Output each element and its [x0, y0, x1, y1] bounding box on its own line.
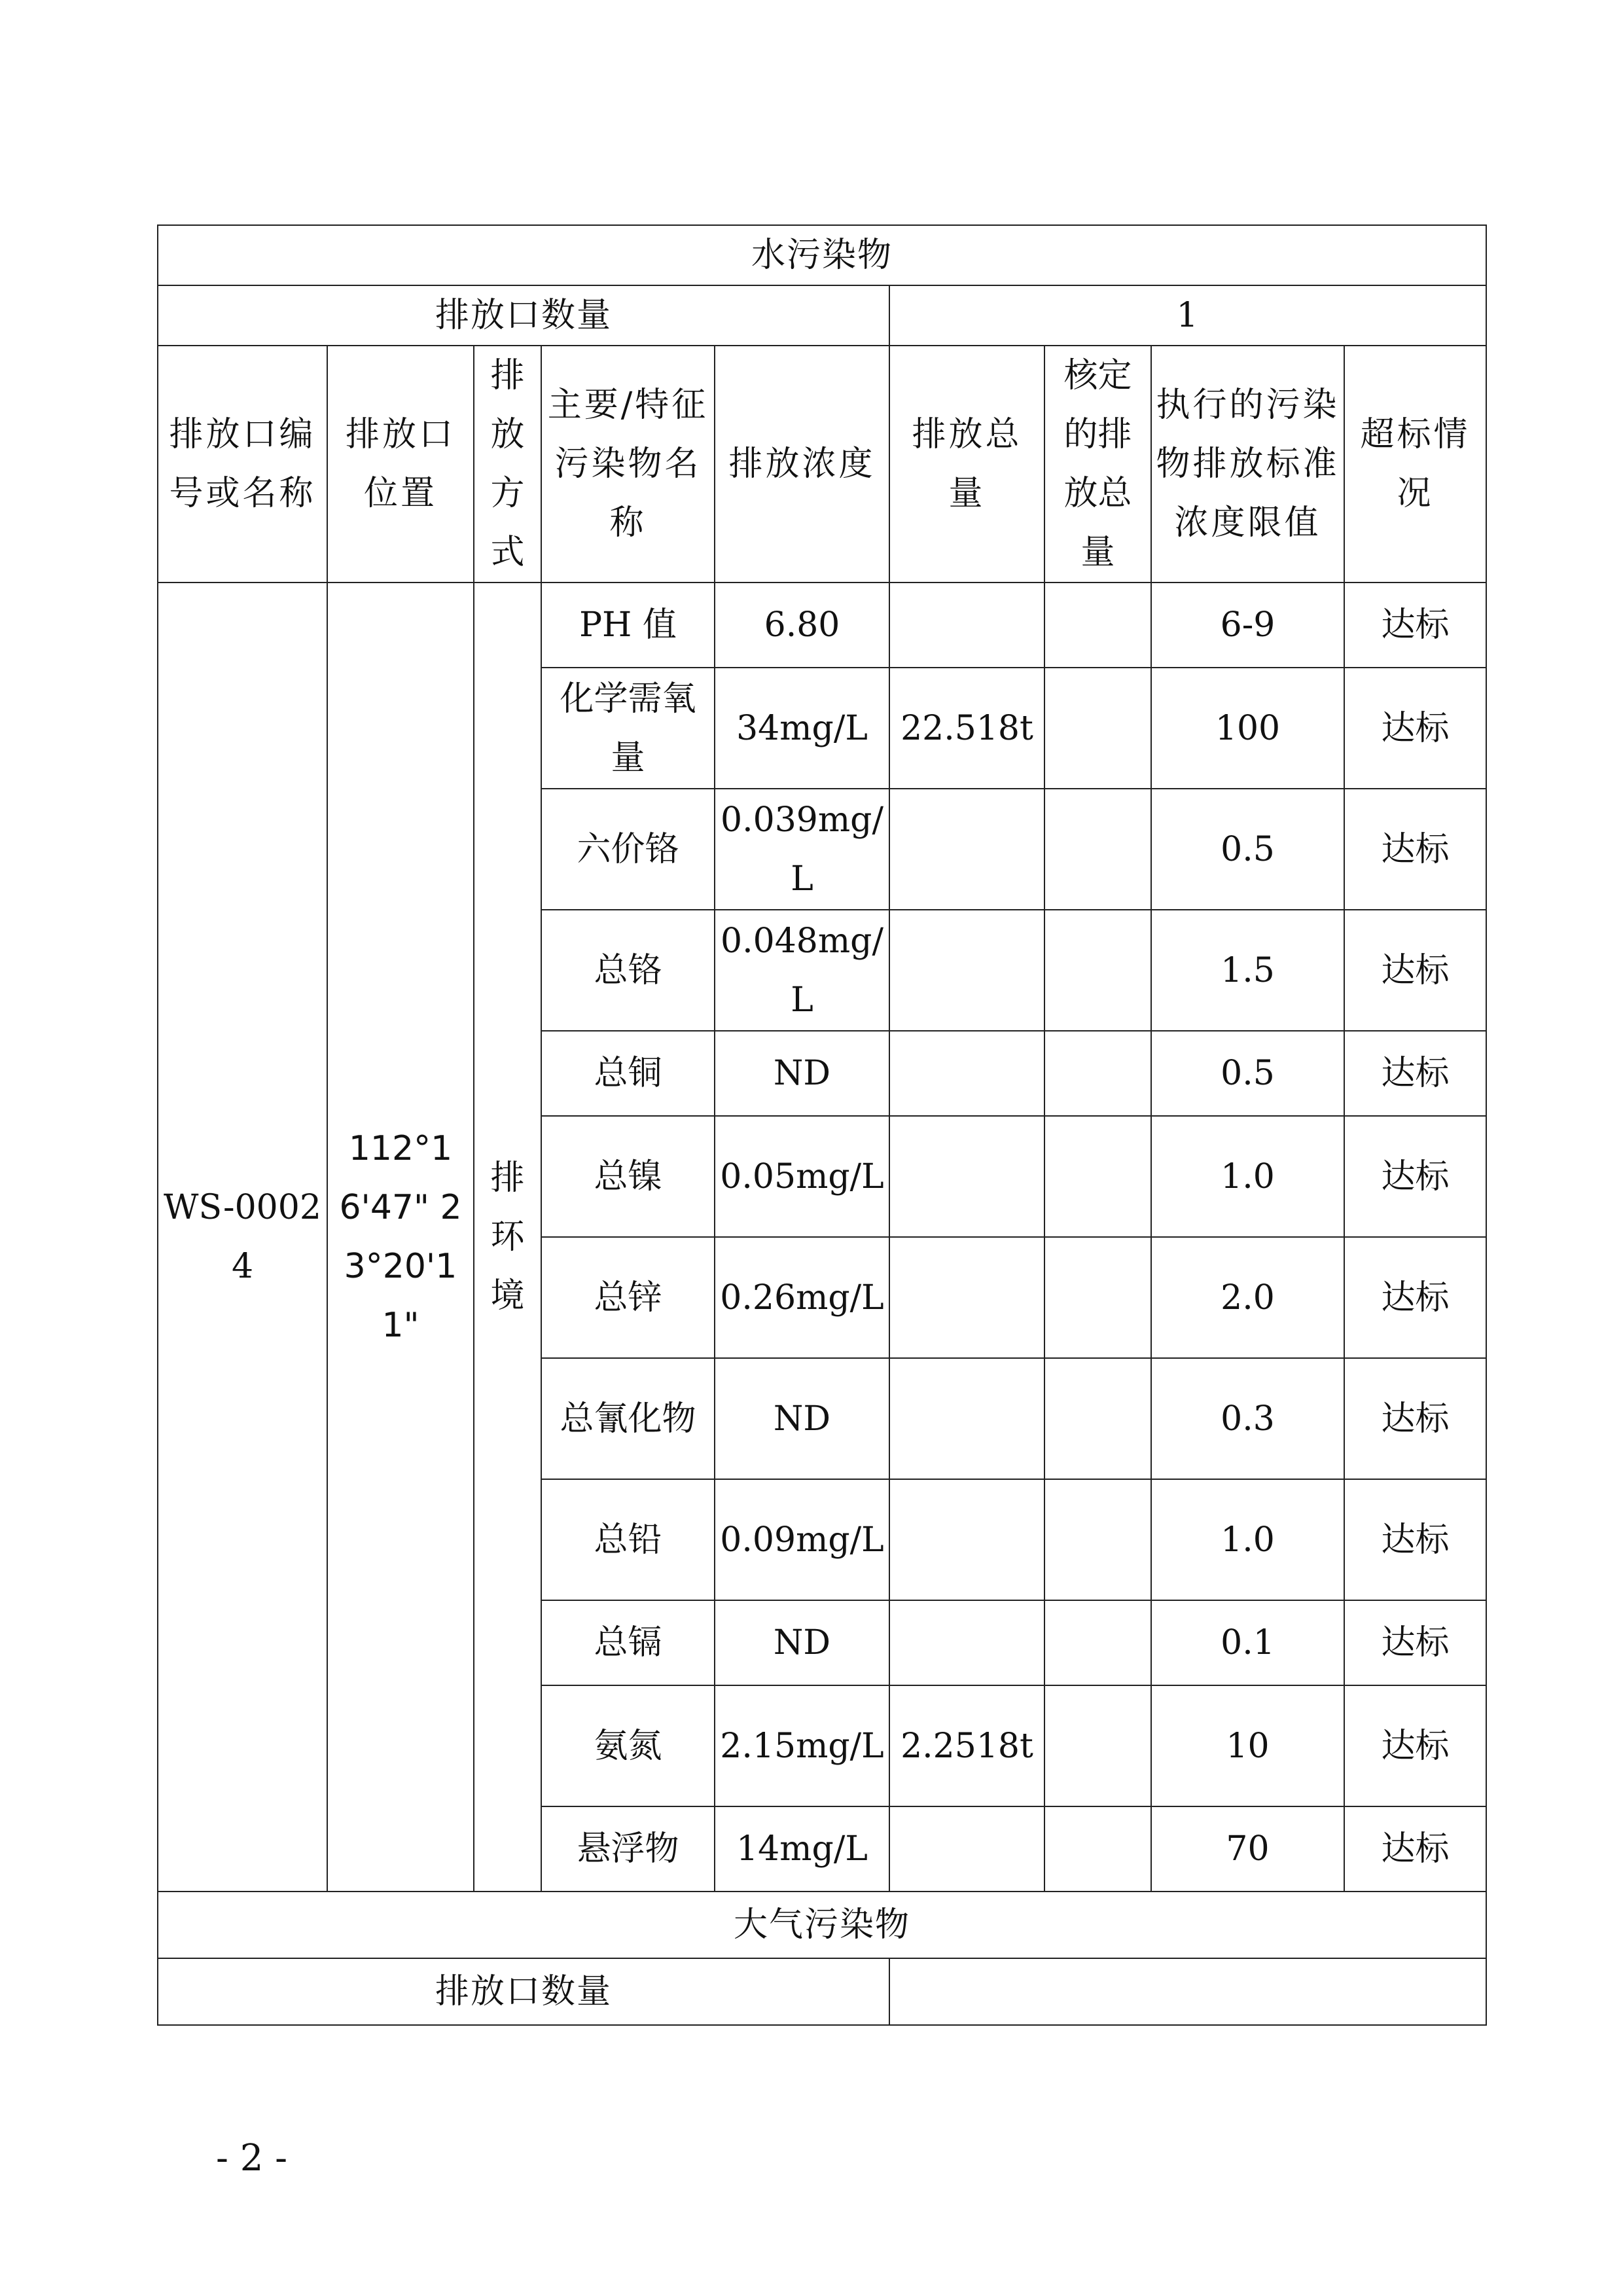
header-outlet-id: 排放口编号或名称 [158, 346, 327, 583]
pollutant-name: 悬浮物 [541, 1806, 715, 1892]
concentration-cell: 0.05mg/L [715, 1116, 889, 1237]
approved-total-cell [1044, 1685, 1151, 1806]
concentration-cell: ND [715, 1600, 889, 1685]
header-outlet-location: 排放口位置 [327, 346, 474, 583]
standard-limit-cell: 1.5 [1151, 910, 1344, 1031]
pollutant-name: 总铬 [541, 910, 715, 1031]
page-number: - 2 - [216, 2137, 288, 2179]
standard-limit-cell: 100 [1151, 668, 1344, 789]
pollutant-name: 总镉 [541, 1600, 715, 1685]
standard-limit-cell: 0.1 [1151, 1600, 1344, 1685]
total-emission-cell [889, 1600, 1044, 1685]
exceed-status-cell: 达标 [1344, 1358, 1486, 1479]
total-emission-cell [889, 583, 1044, 668]
outlet-id: WS-00024 [158, 583, 327, 1892]
concentration-cell: 0.048mg/L [715, 910, 889, 1031]
total-emission-cell: 22.518t [889, 668, 1044, 789]
concentration-cell: 2.15mg/L [715, 1685, 889, 1806]
header-approved-total: 核定的排放总量 [1044, 346, 1151, 583]
header-pollutant-name: 主要/特征污染物名称 [541, 346, 715, 583]
concentration-cell: 0.26mg/L [715, 1237, 889, 1358]
outlet-count-label: 排放口数量 [158, 285, 889, 346]
standard-limit-cell: 0.5 [1151, 1031, 1344, 1116]
air-section-title: 大气污染物 [158, 1892, 1486, 1958]
standard-limit-cell: 6-9 [1151, 583, 1344, 668]
total-emission-cell [889, 1358, 1044, 1479]
standard-limit-cell: 1.0 [1151, 1116, 1344, 1237]
concentration-cell: ND [715, 1031, 889, 1116]
concentration-cell: 14mg/L [715, 1806, 889, 1892]
table-row [158, 583, 1486, 668]
total-emission-cell [889, 1031, 1044, 1116]
approved-total-cell [1044, 1358, 1151, 1479]
standard-limit-cell: 0.3 [1151, 1358, 1344, 1479]
pollutant-name: 化学需氧量 [541, 668, 715, 789]
header-standard-limit: 执行的污染物排放标准浓度限值 [1151, 346, 1344, 583]
water-section-title: 水污染物 [158, 225, 1486, 285]
concentration-cell: 6.80 [715, 583, 889, 668]
approved-total-cell [1044, 1600, 1151, 1685]
approved-total-cell [1044, 789, 1151, 910]
exceed-status-cell: 达标 [1344, 1237, 1486, 1358]
exceed-status-cell: 达标 [1344, 1600, 1486, 1685]
outlet-count-value: 1 [889, 285, 1486, 346]
pollutant-name: 总铜 [541, 1031, 715, 1116]
pollutant-name: 总氰化物 [541, 1358, 715, 1479]
total-emission-cell [889, 1479, 1044, 1600]
standard-limit-cell: 70 [1151, 1806, 1344, 1892]
total-emission-cell [889, 1116, 1044, 1237]
concentration-cell: 34mg/L [715, 668, 889, 789]
exceed-status-cell: 达标 [1344, 1116, 1486, 1237]
approved-total-cell [1044, 910, 1151, 1031]
concentration-cell: 0.09mg/L [715, 1479, 889, 1600]
outlet-location: 112°16'47" 23°20'11" [327, 583, 474, 1892]
approved-total-cell [1044, 583, 1151, 668]
air-outlet-count-value [889, 1958, 1486, 2025]
total-emission-cell [889, 910, 1044, 1031]
header-exceed-status: 超标情况 [1344, 346, 1486, 583]
pollutant-table [157, 224, 1487, 2026]
standard-limit-cell: 0.5 [1151, 789, 1344, 910]
concentration-cell: ND [715, 1358, 889, 1479]
pollutant-name: 总锌 [541, 1237, 715, 1358]
exceed-status-cell: 达标 [1344, 583, 1486, 668]
exceed-status-cell: 达标 [1344, 1685, 1486, 1806]
total-emission-cell: 2.2518t [889, 1685, 1044, 1806]
total-emission-cell [889, 1237, 1044, 1358]
pollutant-name: 总镍 [541, 1116, 715, 1237]
total-emission-cell [889, 789, 1044, 910]
discharge-method: 排环境 [474, 583, 541, 1892]
approved-total-cell [1044, 1479, 1151, 1600]
total-emission-cell [889, 1806, 1044, 1892]
approved-total-cell [1044, 1031, 1151, 1116]
exceed-status-cell: 达标 [1344, 668, 1486, 789]
standard-limit-cell: 10 [1151, 1685, 1344, 1806]
air-outlet-count-label: 排放口数量 [158, 1958, 889, 2025]
standard-limit-cell: 2.0 [1151, 1237, 1344, 1358]
pollutant-name: 六价铬 [541, 789, 715, 910]
exceed-status-cell: 达标 [1344, 1031, 1486, 1116]
pollutant-name: PH 值 [541, 583, 715, 668]
header-discharge-method: 排放方式 [474, 346, 541, 583]
approved-total-cell [1044, 1116, 1151, 1237]
exceed-status-cell: 达标 [1344, 789, 1486, 910]
approved-total-cell [1044, 668, 1151, 789]
concentration-cell: 0.039mg/L [715, 789, 889, 910]
exceed-status-cell: 达标 [1344, 1806, 1486, 1892]
approved-total-cell [1044, 1806, 1151, 1892]
header-concentration: 排放浓度 [715, 346, 889, 583]
pollutant-name: 总铅 [541, 1479, 715, 1600]
approved-total-cell [1044, 1237, 1151, 1358]
exceed-status-cell: 达标 [1344, 910, 1486, 1031]
pollutant-name: 氨氮 [541, 1685, 715, 1806]
header-total-emission: 排放总量 [889, 346, 1044, 583]
standard-limit-cell: 1.0 [1151, 1479, 1344, 1600]
exceed-status-cell: 达标 [1344, 1479, 1486, 1600]
